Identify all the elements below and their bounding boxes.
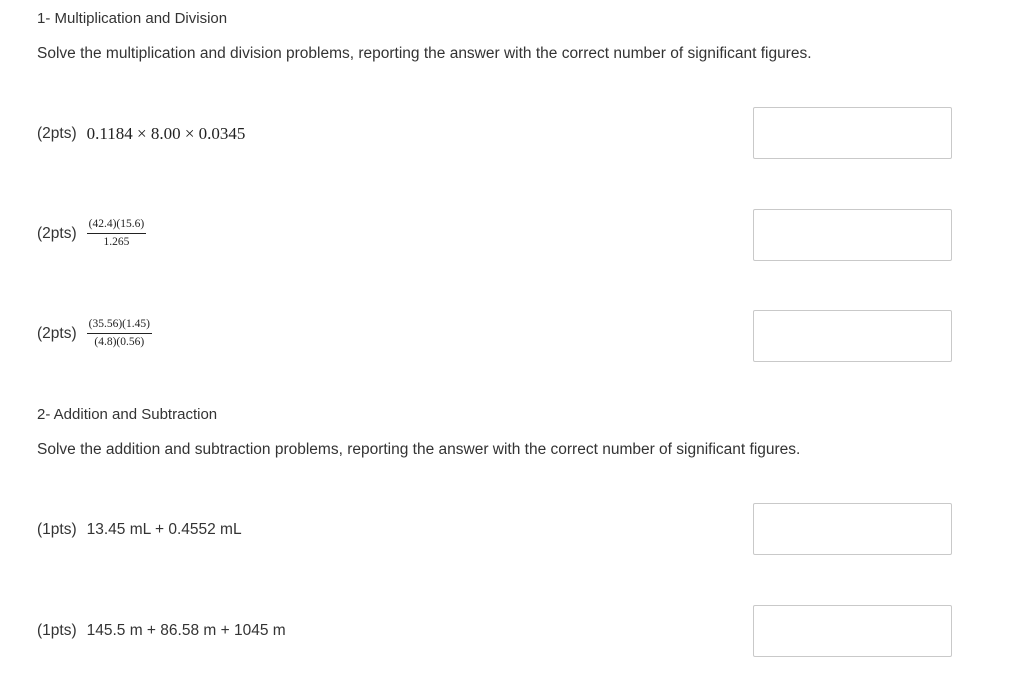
question-4-points: (1pts) <box>37 521 77 538</box>
question-5-points: (1pts) <box>37 622 77 639</box>
section-2-instructions: Solve the addition and subtraction problems, reporting the answer with the correct number of significant figures. <box>37 441 801 458</box>
question-5 <box>37 622 286 640</box>
question-1-answer-input[interactable] <box>753 107 952 159</box>
question-4-answer-input[interactable] <box>753 503 952 555</box>
question-5-answer-input[interactable] <box>753 605 952 657</box>
question-3-numerator: (35.56)(1.45) <box>87 318 152 334</box>
question-3-answer-input[interactable] <box>753 310 952 362</box>
question-5-expression: 145.5 m + 86.58 m + 1045 m <box>86 622 286 639</box>
section-1-title: 1- Multiplication and Division <box>37 10 228 27</box>
question-3-denominator: (4.8)(0.56) <box>94 336 145 349</box>
question-2-denominator: 1.265 <box>103 236 130 249</box>
question-1 <box>37 124 245 144</box>
question-1-points: (2pts) <box>37 125 77 142</box>
section-2-title: 2- Addition and Subtraction <box>37 406 218 423</box>
question-4 <box>37 521 242 539</box>
question-3-fraction <box>87 318 152 349</box>
question-2 <box>37 218 146 249</box>
question-4-expression: 13.45 mL + 0.4552 mL <box>86 521 242 538</box>
question-3 <box>37 318 152 349</box>
question-2-numerator: (42.4)(15.6) <box>87 218 147 234</box>
question-2-fraction <box>87 218 147 249</box>
section-1-instructions: Solve the multiplication and division problems, reporting the answer with the correct number of significant figures. <box>37 45 812 62</box>
question-2-answer-input[interactable] <box>753 209 952 261</box>
question-3-points: (2pts) <box>37 324 77 342</box>
question-1-expression: 0.1184 × 8.00 × 0.0345 <box>86 124 246 143</box>
question-2-points: (2pts) <box>37 224 77 242</box>
